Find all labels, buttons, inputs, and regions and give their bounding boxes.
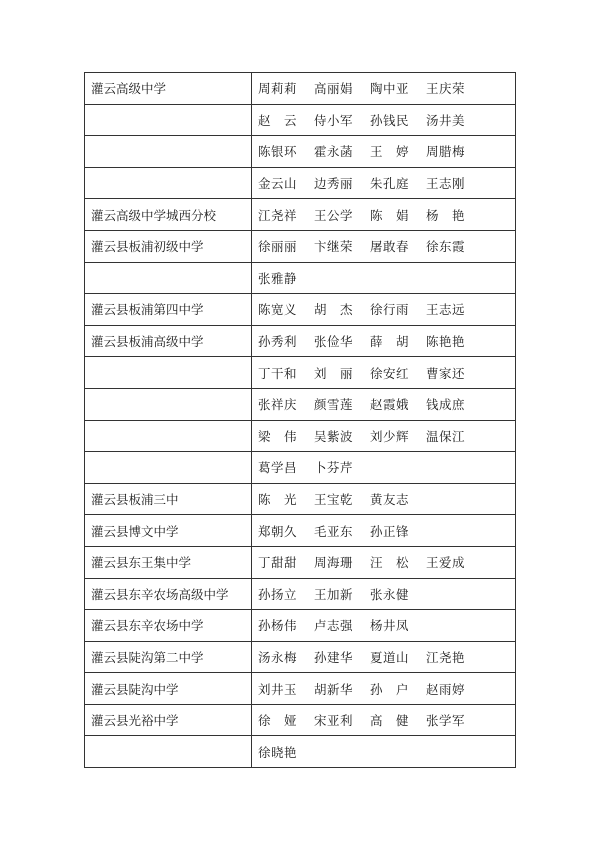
teacher-name: 梁 伟 <box>258 428 298 444</box>
teacher-name: 夏道山 <box>370 649 410 665</box>
school-cell: 灌云县板浦第四中学 <box>85 294 252 326</box>
teacher-name: 徐 娅 <box>258 713 298 729</box>
names-cell <box>252 199 516 231</box>
names-cell <box>252 546 516 578</box>
school-cell <box>85 104 252 136</box>
teacher-name: 张永健 <box>370 586 410 602</box>
teacher-name: 刘井玉 <box>258 681 298 697</box>
table-row <box>85 610 516 642</box>
teacher-name: 孙秀利 <box>258 334 298 350</box>
teacher-name: 王公学 <box>314 207 354 223</box>
teacher-name: 丁干和 <box>258 365 298 381</box>
teacher-name: 屠敢春 <box>370 239 410 255</box>
teacher-name: 刘少辉 <box>370 428 410 444</box>
teacher-name: 侍小军 <box>314 112 354 128</box>
teacher-name: 陈 娟 <box>370 207 410 223</box>
teacher-name: 陈银环 <box>258 144 298 160</box>
teacher-name: 卞继荣 <box>314 239 354 255</box>
teacher-name: 徐安红 <box>370 365 410 381</box>
teacher-name: 丁甜甜 <box>258 555 298 571</box>
table-row <box>85 483 516 515</box>
school-cell <box>85 420 252 452</box>
names-cell <box>252 388 516 420</box>
names-cell <box>252 578 516 610</box>
teacher-name: 周海珊 <box>314 555 354 571</box>
names-cell <box>252 483 516 515</box>
teacher-name: 周莉莉 <box>258 81 298 97</box>
table-row <box>85 388 516 420</box>
teacher-name: 边秀丽 <box>314 176 354 192</box>
school-cell: 灌云县东王集中学 <box>85 546 252 578</box>
table-row <box>85 199 516 231</box>
names-cell <box>252 452 516 484</box>
teacher-name: 宋亚利 <box>314 713 354 729</box>
teacher-name: 孙扬立 <box>258 586 298 602</box>
teacher-name: 江尧祥 <box>258 207 298 223</box>
teacher-name: 高丽娟 <box>314 81 354 97</box>
teacher-name: 汤井美 <box>426 112 466 128</box>
school-cell: 灌云高级中学 <box>85 73 252 105</box>
teacher-name: 胡 杰 <box>314 302 354 318</box>
teacher-name: 胡新华 <box>314 681 354 697</box>
school-cell: 灌云县陡沟第二中学 <box>85 641 252 673</box>
table-row <box>85 578 516 610</box>
table-row <box>85 230 516 262</box>
table-row <box>85 673 516 705</box>
teacher-name: 王宝乾 <box>314 492 354 508</box>
table-row <box>85 515 516 547</box>
names-cell <box>252 704 516 736</box>
school-cell: 灌云县东辛农场中学 <box>85 610 252 642</box>
teacher-name: 曹家还 <box>426 365 466 381</box>
teacher-name: 郑朝久 <box>258 523 298 539</box>
teacher-name: 孙杨伟 <box>258 618 298 634</box>
teacher-name: 葛学昌 <box>258 460 298 476</box>
table-row <box>85 104 516 136</box>
teacher-name: 王志刚 <box>426 176 466 192</box>
teacher-name: 毛亚东 <box>314 523 354 539</box>
teacher-name: 朱孔庭 <box>370 176 410 192</box>
name-list-table <box>84 72 516 768</box>
teacher-name: 黄友志 <box>370 492 410 508</box>
teacher-name: 杨井凤 <box>370 618 410 634</box>
names-cell <box>252 610 516 642</box>
school-cell: 灌云县博文中学 <box>85 515 252 547</box>
school-cell <box>85 452 252 484</box>
names-cell <box>252 230 516 262</box>
school-cell: 灌云县光裕中学 <box>85 704 252 736</box>
teacher-name: 高 健 <box>370 713 410 729</box>
teacher-name: 杨 艳 <box>426 207 466 223</box>
teacher-name: 王爱成 <box>426 555 466 571</box>
teacher-name: 温保江 <box>426 428 466 444</box>
teacher-name: 赵霞娥 <box>370 397 410 413</box>
school-cell: 灌云县板浦三中 <box>85 483 252 515</box>
teacher-name: 王 婷 <box>370 144 410 160</box>
names-cell <box>252 167 516 199</box>
teacher-name: 卢志强 <box>314 618 354 634</box>
teacher-name: 金云山 <box>258 176 298 192</box>
teacher-name: 薛 胡 <box>370 334 410 350</box>
teacher-name: 陈 光 <box>258 492 298 508</box>
teacher-name: 赵 云 <box>258 112 298 128</box>
names-cell <box>252 357 516 389</box>
teacher-name: 张俭华 <box>314 334 354 350</box>
teacher-name: 徐东霞 <box>426 239 466 255</box>
names-cell <box>252 325 516 357</box>
teacher-name: 陶中亚 <box>370 81 410 97</box>
teacher-name: 颜雪莲 <box>314 397 354 413</box>
names-cell <box>252 294 516 326</box>
teacher-name: 徐晓艳 <box>258 744 298 760</box>
teacher-name: 陈艳艳 <box>426 334 466 350</box>
names-cell <box>252 673 516 705</box>
teacher-name: 周腊梅 <box>426 144 466 160</box>
teacher-name: 张祥庆 <box>258 397 298 413</box>
teacher-name: 孙正锋 <box>370 523 410 539</box>
table-row <box>85 357 516 389</box>
table-row <box>85 641 516 673</box>
teacher-name: 徐丽丽 <box>258 239 298 255</box>
names-cell <box>252 136 516 168</box>
table-row <box>85 73 516 105</box>
teacher-name: 吴紫波 <box>314 428 354 444</box>
school-cell <box>85 736 252 768</box>
table-row <box>85 704 516 736</box>
teacher-name: 霍永菡 <box>314 144 354 160</box>
table-row <box>85 546 516 578</box>
school-cell: 灌云高级中学城西分校 <box>85 199 252 231</box>
table-row <box>85 136 516 168</box>
table-row <box>85 167 516 199</box>
teacher-name: 孙建华 <box>314 649 354 665</box>
school-cell: 灌云县板浦初级中学 <box>85 230 252 262</box>
school-cell: 灌云县东辛农场高级中学 <box>85 578 252 610</box>
table-row <box>85 452 516 484</box>
names-cell <box>252 262 516 294</box>
teacher-name: 汤永梅 <box>258 649 298 665</box>
teacher-name: 王庆荣 <box>426 81 466 97</box>
table-row <box>85 420 516 452</box>
teacher-name: 王加新 <box>314 586 354 602</box>
school-cell <box>85 136 252 168</box>
school-cell <box>85 262 252 294</box>
names-cell <box>252 641 516 673</box>
names-cell <box>252 104 516 136</box>
teacher-name: 孙钱民 <box>370 112 410 128</box>
names-cell <box>252 515 516 547</box>
names-cell <box>252 736 516 768</box>
teacher-name: 卜芬芹 <box>314 460 354 476</box>
teacher-name: 张雅静 <box>258 270 298 286</box>
table-row <box>85 262 516 294</box>
teacher-name: 汪 松 <box>370 555 410 571</box>
teacher-name: 徐行雨 <box>370 302 410 318</box>
names-cell <box>252 73 516 105</box>
table-body <box>85 73 516 768</box>
teacher-name: 江尧艳 <box>426 649 466 665</box>
table-row <box>85 736 516 768</box>
teacher-name: 孙 户 <box>370 681 410 697</box>
school-cell: 灌云县板浦高级中学 <box>85 325 252 357</box>
school-cell <box>85 357 252 389</box>
teacher-name: 张学军 <box>426 713 466 729</box>
table-row <box>85 294 516 326</box>
teacher-name: 刘 丽 <box>314 365 354 381</box>
names-cell <box>252 420 516 452</box>
teacher-name: 陈宽义 <box>258 302 298 318</box>
school-cell <box>85 388 252 420</box>
school-cell <box>85 167 252 199</box>
teacher-name: 王志远 <box>426 302 466 318</box>
school-cell: 灌云县陡沟中学 <box>85 673 252 705</box>
teacher-name: 赵雨婷 <box>426 681 466 697</box>
table-row <box>85 325 516 357</box>
teacher-name: 钱成庶 <box>426 397 466 413</box>
